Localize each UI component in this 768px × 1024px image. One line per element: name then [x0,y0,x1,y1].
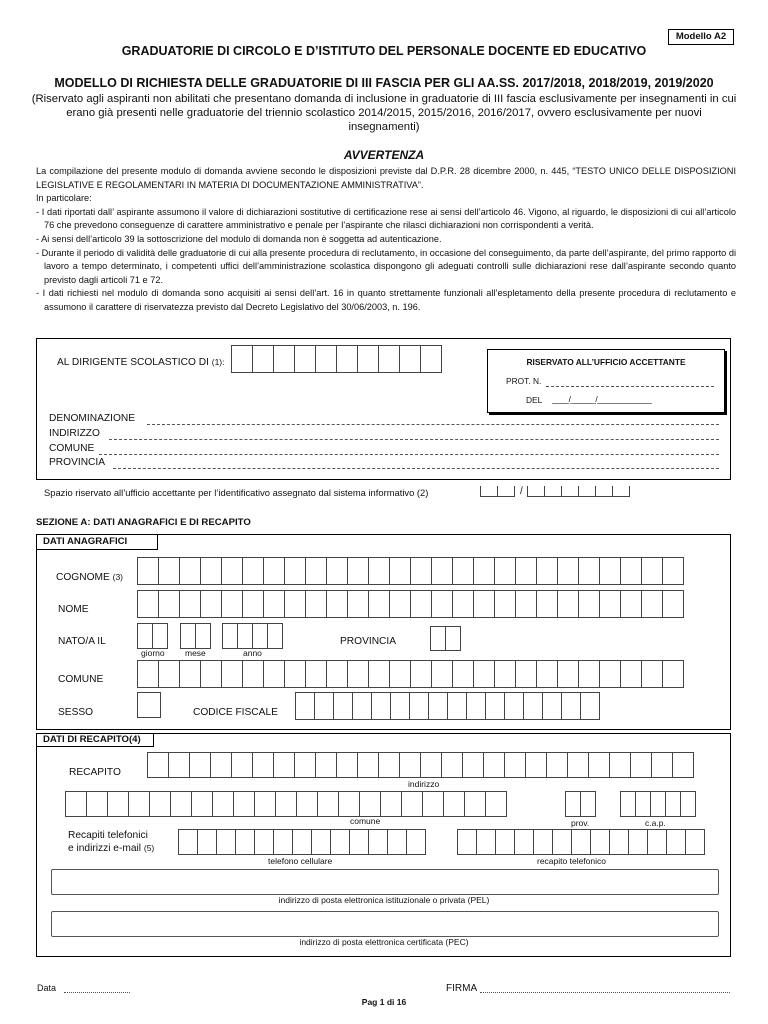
recapito-indirizzo-field[interactable] [147,752,694,778]
char-box[interactable] [401,791,423,817]
char-box[interactable] [466,692,486,720]
document-title: GRADUATORIE DI CIRCOLO E D’ISTITUTO DEL PERSONALE DOCENTE ED EDUCATIVO [121,44,647,58]
char-box[interactable] [672,752,694,778]
char-box[interactable] [333,692,353,720]
char-box[interactable] [368,557,390,585]
char-box[interactable] [494,557,516,585]
char-box[interactable] [221,590,243,618]
mese-field[interactable] [180,623,211,649]
nome-field[interactable] [137,590,684,618]
cognome-field[interactable] [137,557,684,585]
char-box[interactable] [536,557,558,585]
char-box[interactable] [317,791,339,817]
giorno-field[interactable] [137,623,168,649]
riservato-box [487,349,725,413]
char-box[interactable] [641,557,663,585]
char-box[interactable] [552,829,572,855]
pel-field[interactable] [51,869,719,895]
char-box[interactable] [137,557,159,585]
char-box[interactable] [314,692,334,720]
dirigente-label-text: AL DIRIGENTE SCOLASTICO DI [57,357,209,368]
anno-caption: anno [243,648,262,658]
char-box[interactable] [494,590,516,618]
char-box[interactable] [368,590,390,618]
char-box[interactable] [387,829,407,855]
char-box[interactable] [452,590,474,618]
char-box[interactable] [212,791,234,817]
char-box[interactable] [542,692,562,720]
denominazione-label: DENOMINAZIONE [49,413,136,424]
firma-label: FIRMA [446,983,478,994]
char-box[interactable] [390,692,410,720]
denominazione-field[interactable] [147,424,719,425]
char-box[interactable] [662,660,684,688]
data-field[interactable] [64,992,130,993]
char-box[interactable] [231,752,253,778]
char-box[interactable] [147,752,169,778]
char-box[interactable] [284,557,306,585]
char-box[interactable] [168,752,190,778]
char-box[interactable] [473,590,495,618]
char-box[interactable] [128,791,150,817]
prot-label: PROT. N. [506,376,542,386]
char-box[interactable] [504,752,526,778]
char-box[interactable] [410,590,432,618]
char-box[interactable] [200,660,222,688]
avvertenza-item: - I dati riportati dall’ aspirante assumono il valore di dichiarazioni sostitutive di certificazione rese ai sensi dell’articolo 46. Vigono, al riguardo, le disposizioni di cui all’articolo 76 che prevedono conseguenze di carattere amministrativo e penale per l’aspirante che rilasci dichiarazioni non corrispondenti a verità. [36,206,736,231]
cap-caption: c.a.p. [645,818,666,828]
del-date-field[interactable]: ____/______/_____________ [552,394,652,404]
nome-label: NOME [58,604,89,615]
char-box[interactable] [494,660,516,688]
char-box[interactable] [452,557,474,585]
modello-badge: Modello A2 [668,29,734,45]
char-box[interactable] [305,590,327,618]
char-box[interactable] [330,829,350,855]
dati-recapito-title: DATI DI RECAPITO(4) [43,734,141,745]
char-box[interactable] [336,752,358,778]
char-box[interactable] [588,752,610,778]
char-box[interactable] [221,557,243,585]
char-box[interactable] [347,590,369,618]
char-box[interactable] [561,692,581,720]
char-box[interactable] [254,791,276,817]
char-box[interactable] [349,829,369,855]
cognome-label [56,572,123,583]
del-label: DEL [526,395,543,405]
char-box[interactable] [647,829,667,855]
recapiti-telefonici-text: Recapiti telefonici [68,830,148,841]
provincia-label: PROVINCIA [49,457,106,468]
char-box[interactable] [557,590,579,618]
char-box[interactable] [315,752,337,778]
char-box[interactable] [305,557,327,585]
char-box[interactable] [326,590,348,618]
recapiti-telefonici-label [68,829,154,855]
char-box[interactable] [284,660,306,688]
giorno-caption: giorno [141,648,165,658]
char-box[interactable] [578,557,600,585]
char-box[interactable] [252,752,274,778]
char-box[interactable] [389,557,411,585]
char-box[interactable] [149,791,171,817]
char-box[interactable] [179,590,201,618]
char-box[interactable] [609,829,629,855]
char-box[interactable] [431,660,453,688]
char-box[interactable] [294,752,316,778]
mese-caption: mese [185,648,206,658]
char-box[interactable] [662,590,684,618]
char-box[interactable] [368,829,388,855]
avvertenza-intro: La compilazione del presente modulo di domanda avviene secondo le disposizioni previste dal D.P.R. 28 dicembre 2000, n. 445, “TESTO UNICO DELLE DISPOSIZIONI LEGISLATIVE E REGOLAMENTARI IN MATERIA DI DOCUMENTAZIONE AMMINISTRATIVA”. [36,166,736,190]
char-box[interactable] [525,752,547,778]
char-box[interactable] [65,791,87,817]
char-box[interactable] [651,752,673,778]
codice-fiscale-label: CODICE FISCALE [193,707,278,718]
char-box[interactable] [685,829,705,855]
prov-field[interactable] [565,791,596,817]
char-box[interactable] [567,752,589,778]
char-box[interactable] [242,557,264,585]
char-box[interactable] [485,791,507,817]
char-box[interactable] [359,791,381,817]
char-box[interactable] [263,660,285,688]
char-box[interactable] [590,829,610,855]
avvertenza-particolare: In particolare: [36,193,92,204]
indirizzo-label: INDIRIZZO [49,428,100,439]
char-box[interactable] [431,590,453,618]
char-box[interactable] [410,557,432,585]
spazio-code-field-1[interactable] [480,486,515,497]
char-box[interactable] [495,829,515,855]
avvertenza-item: - Ai sensi dell’articolo 39 la sottoscrizione del modulo di domanda non è soggetta ad autenticazione. [36,233,442,244]
char-box[interactable] [410,660,432,688]
char-box[interactable] [311,829,331,855]
char-box[interactable] [179,660,201,688]
avvertenza-item: - Durante il periodo di validità delle graduatorie di cui alla presente procedura di reclutamento, in occasione del conseguimento, da parte dell’aspirante, del primo rapporto di lavoro a tempo determinato, i competenti uffici dell’amministrazione scolastica dispongono gli adeguati controlli sulle dichiarazioni rese dall’aspirante secondo quanto previsto dagli articoli 71 e 72. [36,247,736,285]
dirigente-note: (1): [211,357,225,367]
char-box[interactable] [137,590,159,618]
dirigente-section [36,338,731,480]
char-box[interactable] [137,660,159,688]
cellulare-caption: telefono cellulare [268,856,333,866]
dirigente-label [57,357,225,368]
spazio-slash: / [520,486,523,497]
cognome-label-text: COGNOME [56,572,110,583]
char-box[interactable] [620,557,642,585]
char-box[interactable] [464,791,486,817]
avvertenza-item: - I dati richiesti nel modulo di domanda sono acquisiti ai sensi dell’art. 16 in quanto strettamente funzionali all’espletamento della presente procedura di reclutamento e assumono il carattere di riservatezza previsto dal Decreto Legislativo del 30/06/2003, n. 196. [36,288,736,312]
dati-recapito-tab [37,734,154,747]
char-box[interactable] [338,791,360,817]
dirigente-code-field[interactable] [231,345,442,373]
char-box[interactable] [641,660,663,688]
char-box[interactable] [242,590,264,618]
char-box[interactable] [420,752,442,778]
char-box[interactable] [409,692,429,720]
char-box[interactable] [641,590,663,618]
char-box[interactable] [515,590,537,618]
comune-caption: comune [350,816,381,826]
char-box[interactable] [599,590,621,618]
indirizzo-caption: indirizzo [408,779,440,789]
char-box[interactable] [441,752,463,778]
char-box[interactable] [515,660,537,688]
firma-field[interactable] [480,992,730,993]
char-box[interactable] [580,692,600,720]
provincia-nascita-label: PROVINCIA [340,636,397,647]
char-box[interactable] [473,660,495,688]
char-box[interactable] [197,829,217,855]
char-box[interactable] [389,660,411,688]
char-box[interactable] [447,692,467,720]
provincia-nascita-field[interactable] [430,626,461,651]
char-box[interactable] [158,660,180,688]
pec-field[interactable] [51,911,719,937]
char-box[interactable] [368,660,390,688]
char-box[interactable] [431,557,453,585]
spazio-code-field-2[interactable] [527,486,630,497]
char-box[interactable] [242,660,264,688]
char-box[interactable] [170,791,192,817]
char-box[interactable] [200,590,222,618]
recapito-label: RECAPITO [69,767,121,778]
char-box[interactable] [515,557,537,585]
char-box[interactable] [428,692,448,720]
char-box[interactable] [254,829,274,855]
spazio-riservato-label: Spazio riservato all’ufficio accettante per l’identificativo assegnato dal sistema informativo (2) [44,487,429,498]
char-box[interactable] [514,829,534,855]
anno-field[interactable] [222,623,283,649]
page-number: Pag 1 di 16 [361,997,407,1007]
char-box[interactable] [378,752,400,778]
char-box[interactable] [210,752,232,778]
char-box[interactable] [609,752,631,778]
char-box[interactable] [371,692,391,720]
char-box[interactable] [178,829,198,855]
dati-anagrafici-tab [37,535,158,550]
avvertenza-heading: AVVERTENZA [343,148,425,162]
char-box[interactable] [452,660,474,688]
char-box[interactable] [557,660,579,688]
char-box[interactable] [620,660,642,688]
char-box[interactable] [630,752,652,778]
char-box[interactable] [263,590,285,618]
char-box[interactable] [200,557,222,585]
char-box[interactable] [191,791,213,817]
char-box[interactable] [504,692,524,720]
cognome-note: (3) [112,572,124,582]
char-box[interactable] [347,660,369,688]
char-box[interactable] [483,752,505,778]
nato-label: NATO/A IL [58,636,106,647]
telefono-cellulare-field[interactable] [178,829,426,855]
sesso-label: SESSO [58,707,94,718]
char-box[interactable] [389,590,411,618]
dati-anagrafici-title: DATI ANAGRAFICI [43,536,128,547]
char-box[interactable] [557,557,579,585]
codice-fiscale-field[interactable] [295,692,600,720]
char-box[interactable] [179,557,201,585]
char-box[interactable] [473,557,495,585]
char-box[interactable] [546,752,568,778]
char-box[interactable] [536,590,558,618]
prov-caption: prov. [571,818,590,828]
char-box[interactable] [221,660,243,688]
char-box[interactable] [235,829,255,855]
char-box[interactable] [399,752,421,778]
char-box[interactable] [380,791,402,817]
prot-field[interactable] [546,386,714,387]
indirizzo-field[interactable] [109,439,719,440]
comune-label: COMUNE [49,443,95,454]
form-title: MODELLO DI RICHIESTA DELLE GRADUATORIE DI III FASCIA PER GLI AA.SS. 2017/2018, 2018/2019, 2019/2020 [54,76,714,90]
pel-caption: indirizzo di posta elettronica istituzionale o privata (PEL) [278,895,490,905]
email-note: (5) [143,843,155,853]
char-box[interactable] [443,791,465,817]
char-box[interactable] [216,829,236,855]
char-box[interactable] [284,590,306,618]
char-box[interactable] [476,829,496,855]
email-label-text: e indirizzi e-mail [68,843,142,854]
char-box[interactable] [292,829,312,855]
form-subtitle: (Riservato agli aspiranti non abilitati che presentano domanda di inclusione in graduatorie di III fascia esclusivamente per insegnamenti in cui erano già presenti nelle graduatorie del triennio scolastico 2014/2015, 2015/2016, 2016/2017, ovvero esclusivamente per nuovi insegnamenti) [31,93,737,133]
char-box[interactable] [158,557,180,585]
recapito-telefonico-caption: recapito telefonico [537,856,606,866]
char-box[interactable] [457,829,477,855]
provincia-field[interactable] [113,468,719,469]
data-label: Data [37,983,57,993]
recapito-comune-field[interactable] [65,791,507,817]
char-box[interactable] [662,557,684,585]
char-box[interactable] [107,791,129,817]
char-box[interactable] [536,660,558,688]
cap-field[interactable] [620,791,696,817]
sezione-a-title: SEZIONE A: DATI ANAGRAFICI E DI RECAPITO [36,517,251,528]
char-box[interactable] [273,752,295,778]
avvertenza-text [36,165,736,315]
char-box[interactable] [295,692,315,720]
char-box[interactable] [326,660,348,688]
char-box[interactable] [599,557,621,585]
char-box[interactable] [273,829,293,855]
char-box[interactable] [533,829,553,855]
pec-caption: indirizzo di posta elettronica certificata (PEC) [299,937,469,947]
comune-field[interactable] [99,454,719,455]
char-box[interactable] [275,791,297,817]
char-box[interactable] [326,557,348,585]
char-box[interactable] [462,752,484,778]
char-box[interactable] [571,829,591,855]
char-box[interactable] [620,590,642,618]
char-box[interactable] [422,791,444,817]
char-box[interactable] [86,791,108,817]
char-box[interactable] [189,752,211,778]
char-box[interactable] [352,692,372,720]
sesso-field[interactable] [137,692,161,718]
char-box[interactable] [296,791,318,817]
char-box[interactable] [628,829,648,855]
comune-nascita-label: COMUNE [58,674,104,685]
char-box[interactable] [406,829,426,855]
comune-nascita-field[interactable] [137,660,684,688]
riservato-title: RISERVATO ALL’UFFICIO ACCETTANTE [526,357,686,367]
char-box[interactable] [263,557,285,585]
char-box[interactable] [523,692,543,720]
char-box[interactable] [578,660,600,688]
recapito-telefonico-field[interactable] [457,829,705,855]
char-box[interactable] [158,590,180,618]
char-box[interactable] [305,660,327,688]
char-box[interactable] [357,752,379,778]
char-box[interactable] [578,590,600,618]
char-box[interactable] [666,829,686,855]
char-box[interactable] [347,557,369,585]
char-box[interactable] [599,660,621,688]
char-box[interactable] [485,692,505,720]
char-box[interactable] [233,791,255,817]
